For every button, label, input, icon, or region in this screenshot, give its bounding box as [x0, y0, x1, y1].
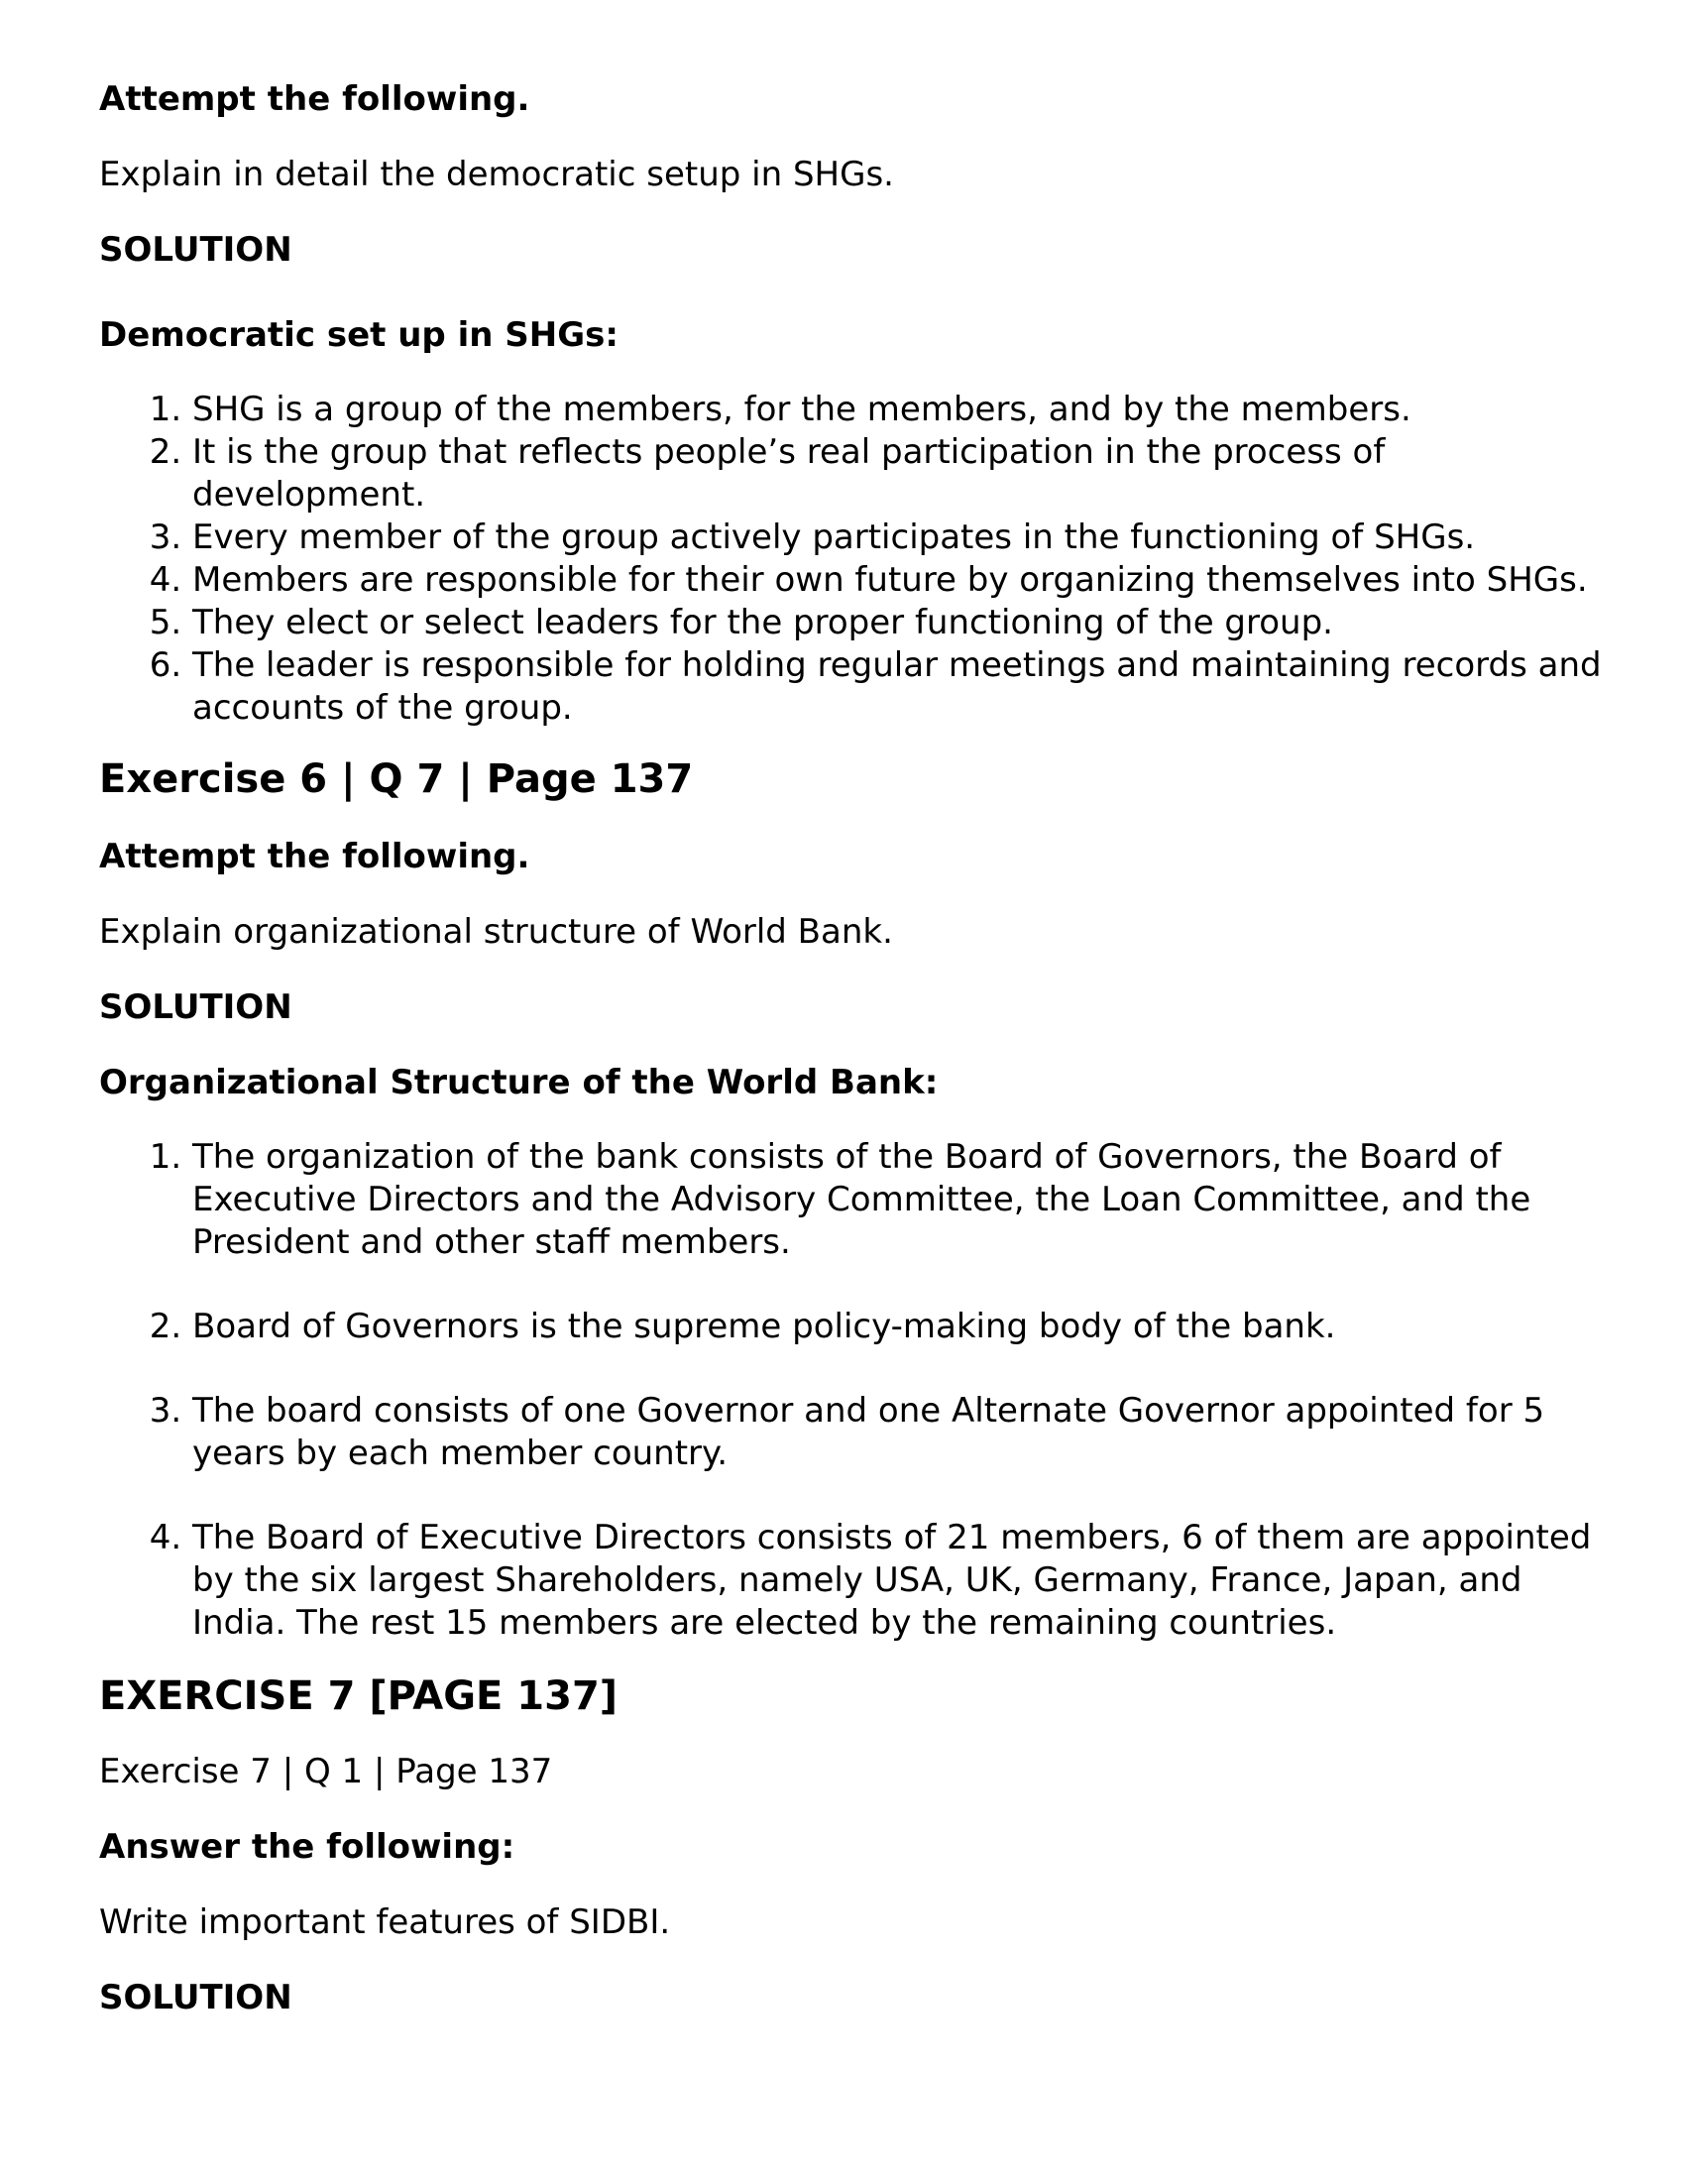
instruction-text: Attempt the following.: [99, 79, 530, 119]
solution-subheading: Democratic set up in SHGs:: [99, 315, 619, 355]
exercise-reference: Exercise 7 | Q 1 | Page 137: [99, 1752, 553, 1791]
document-page: [99, 77, 1606, 2019]
list-item: 4. Members are responsible for their own future by organizing themselves into SHGs.: [192, 559, 1606, 602]
list-item: 4. The Board of Executive Directors consists of 21 members, 6 of them are appointed by the six largest Shareholders, namely USA, UK, Germany, France, Japan, and India. The rest 15 members are elected by the remaining countries.: [192, 1517, 1606, 1645]
list-item: 1. The organization of the bank consists of the Board of Governors, the Board of Executive Directors and the Advisory Committee, the Loan Committee, and the President and other staff members.: [192, 1136, 1606, 1264]
solution-label: SOLUTION: [99, 1978, 292, 2017]
list-item: 3. The board consists of one Governor and one Alternate Governor appointed for 5 years by each member country.: [192, 1390, 1606, 1475]
list-item: 2. It is the group that reflects people’s real participation in the process of development.: [192, 431, 1606, 517]
solution-label: SOLUTION: [99, 230, 292, 270]
world-bank-structure-list: [99, 1136, 1606, 1645]
exercise-section-heading: EXERCISE 7 [PAGE 137]: [99, 1673, 619, 1719]
list-item: 3. Every member of the group actively participates in the functioning of SHGs.: [192, 517, 1606, 559]
question-text: Explain in detail the democratic setup in SHGs.: [99, 155, 894, 194]
list-item: 5. They elect or select leaders for the proper functioning of the group.: [192, 602, 1606, 644]
solution-subheading: Organizational Structure of the World Bank:: [99, 1063, 939, 1102]
list-item: 6. The leader is responsible for holding regular meetings and maintaining records and accounts of the group.: [192, 644, 1606, 730]
list-item: 2. Board of Governors is the supreme policy-making body of the bank.: [192, 1306, 1606, 1348]
question-text: Write important features of SIDBI.: [99, 1902, 671, 1942]
solution-label: SOLUTION: [99, 987, 292, 1027]
exercise-heading: Exercise 6 | Q 7 | Page 137: [99, 756, 694, 802]
instruction-text: Attempt the following.: [99, 837, 530, 876]
instruction-text: Answer the following:: [99, 1827, 515, 1867]
question-text: Explain organizational structure of World Bank.: [99, 912, 893, 952]
list-item: 1. SHG is a group of the members, for the members, and by the members.: [192, 389, 1606, 431]
democratic-setup-list: [99, 389, 1606, 730]
